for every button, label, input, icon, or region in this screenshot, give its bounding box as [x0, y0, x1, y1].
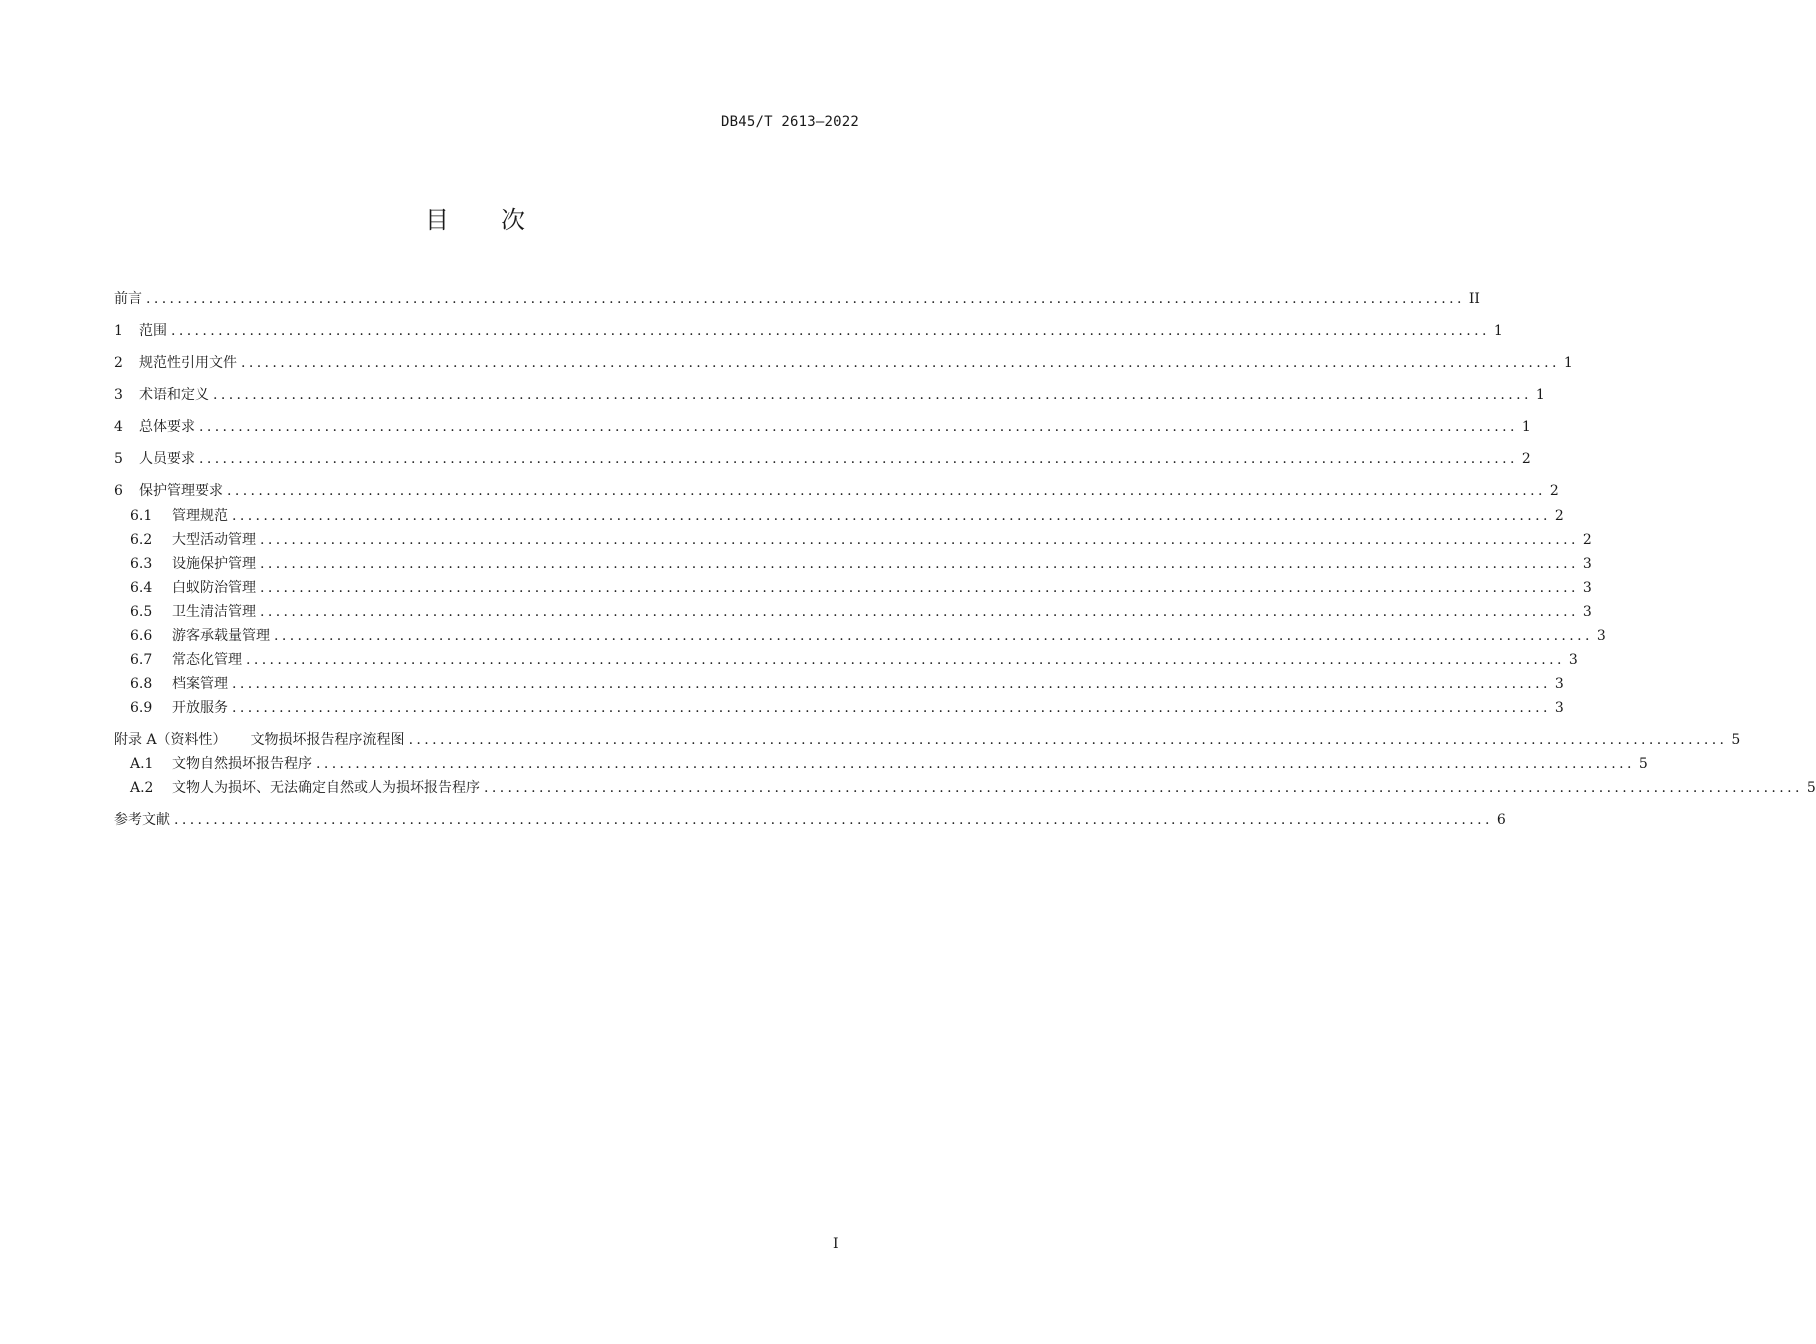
toc-leader-dots: ........................................................................................................................................................................	[316, 756, 1635, 772]
toc-entry-1[interactable]	[114, 321, 1503, 341]
toc-leader-dots: ........................................................................................................................................................................	[213, 387, 1532, 403]
toc-entry-number: 6	[114, 483, 123, 499]
toc-entry-number: 6.2	[130, 532, 153, 548]
toc-leader-dots: ........................................................................................................................................................................	[232, 676, 1551, 692]
toc-leader-dots: ........................................................................................................................................................................	[260, 556, 1579, 572]
toc-entry-6-2[interactable]	[114, 530, 1592, 550]
toc-entry-label: 文物自然损坏报告程序	[172, 756, 312, 772]
toc-entry-number: 6.5	[130, 604, 153, 620]
toc-leader-dots: ........................................................................................................................................................................	[260, 532, 1579, 548]
toc-entry-number: A.1	[130, 756, 154, 772]
toc-entry-6-3[interactable]	[114, 554, 1592, 574]
page-number: I	[833, 1236, 839, 1252]
toc-entry-number: 6.7	[130, 652, 153, 668]
toc-entry-3[interactable]	[114, 385, 1545, 405]
toc-entry-page: 3	[1554, 676, 1564, 692]
toc-entry-label: 总体要求	[139, 419, 195, 435]
toc-entry-page: 5	[1638, 756, 1648, 772]
toc-entry-label: 规范性引用文件	[139, 355, 237, 371]
toc-entry-page: 2	[1549, 483, 1559, 499]
toc-entry-label: 档案管理	[172, 676, 228, 692]
toc-entry-6-4[interactable]	[114, 578, 1592, 598]
toc-leader-dots: ........................................................................................................................................................................	[199, 451, 1518, 467]
toc-entry-number: 5	[114, 451, 123, 467]
toc-leader-dots: ........................................................................................................................................................................	[227, 483, 1546, 499]
toc-entry-label: 参考文献	[114, 812, 170, 828]
standard-code: DB45/T 2613—2022	[720, 114, 859, 130]
toc-entry-label: 保护管理要求	[139, 483, 223, 499]
toc-entry-annex-a[interactable]	[114, 730, 1741, 750]
toc-entry-label: 范围	[139, 323, 167, 339]
toc-entry-page: 3	[1582, 580, 1592, 596]
toc-leader-dots: ........................................................................................................................................................................	[241, 355, 1560, 371]
toc-entry-4[interactable]	[114, 417, 1531, 437]
toc-entry-page: 5	[1806, 780, 1816, 796]
toc-entry-6-9[interactable]	[114, 698, 1564, 718]
toc-entry-page: 3	[1554, 700, 1564, 716]
toc-leader-dots: ........................................................................................................................................................................	[232, 508, 1551, 524]
toc-entry-label: 白蚁防治管理	[172, 580, 256, 596]
toc-entry-page: 3	[1596, 628, 1606, 644]
toc-entry-bibliography[interactable]	[114, 810, 1506, 830]
toc-entry-label: 游客承载量管理	[172, 628, 270, 644]
toc-entry-label: 前言	[114, 291, 142, 307]
toc-leader-dots: ........................................................................................................................................................................	[232, 700, 1551, 716]
toc-entry-number: A.2	[130, 780, 154, 796]
toc-leader-dots: ........................................................................................................................................................................	[199, 419, 1518, 435]
toc-entry-number: 6.6	[130, 628, 153, 644]
toc-entry-page: II	[1468, 291, 1480, 307]
toc-entry-a-2[interactable]	[114, 778, 1816, 798]
toc-entry-6-7[interactable]	[114, 650, 1578, 670]
toc-entry-page: 1	[1535, 387, 1545, 403]
toc-entry-page: 6	[1496, 812, 1506, 828]
toc-leader-dots: ........................................................................................................................................................................	[174, 812, 1493, 828]
toc-entry-6-8[interactable]	[114, 674, 1564, 694]
toc-leader-dots: ........................................................................................................................................................................	[484, 780, 1803, 796]
toc-entry-number: 6.8	[130, 676, 153, 692]
toc-entry-page: 2	[1582, 532, 1592, 548]
toc-entry-2[interactable]	[114, 353, 1573, 373]
toc-leader-dots: ........................................................................................................................................................................	[146, 291, 1465, 307]
page-title	[0, 200, 950, 235]
toc-entry-label: 文物损坏报告程序流程图	[250, 732, 405, 748]
toc-entry-page: 3	[1582, 604, 1592, 620]
toc-entry-6-5[interactable]	[114, 602, 1592, 622]
toc-entry-number: 4	[114, 419, 123, 435]
toc-entry-label: 文物人为损坏、无法确定自然或人为损坏报告程序	[172, 780, 480, 796]
toc-entry-page: 2	[1554, 508, 1564, 524]
toc-entry-5[interactable]	[114, 449, 1531, 469]
toc-entry-foreword[interactable]	[114, 289, 1480, 309]
toc-entry-number: 6.4	[130, 580, 153, 596]
toc-entry-page: 1	[1493, 323, 1503, 339]
toc-entry-6-6[interactable]	[114, 626, 1606, 646]
toc-leader-dots: ........................................................................................................................................................................	[408, 732, 1728, 748]
toc-entry-page: 1	[1521, 419, 1531, 435]
toc-entry-page: 3	[1582, 556, 1592, 572]
toc-leader-dots: ........................................................................................................................................................................	[274, 628, 1593, 644]
toc-entry-6[interactable]	[114, 481, 1559, 501]
toc-entry-label: 术语和定义	[139, 387, 209, 403]
toc-entry-number: 6.1	[130, 508, 153, 524]
toc-entry-label: 管理规范	[172, 508, 228, 524]
toc-entry-number: 1	[114, 323, 123, 339]
toc-leader-dots: ........................................................................................................................................................................	[260, 580, 1579, 596]
toc-entry-number: 6.9	[130, 700, 153, 716]
toc-entry-number: 附录 A（资料性）	[114, 732, 227, 748]
toc-leader-dots: ........................................................................................................................................................................	[171, 323, 1490, 339]
toc-entry-page: 5	[1731, 732, 1741, 748]
toc-leader-dots: ........................................................................................................................................................................	[246, 652, 1565, 668]
toc-entry-number: 6.3	[130, 556, 153, 572]
toc-entry-page: 1	[1563, 355, 1573, 371]
toc-entry-page: 3	[1568, 652, 1578, 668]
toc-entry-label: 开放服务	[172, 700, 228, 716]
toc-entry-label: 设施保护管理	[172, 556, 256, 572]
toc-entry-label: 人员要求	[139, 451, 195, 467]
toc-leader-dots: ........................................................................................................................................................................	[260, 604, 1579, 620]
toc-entry-number: 2	[114, 355, 123, 371]
title-char-1: 目	[425, 206, 449, 234]
toc-entry-6-1[interactable]	[114, 506, 1564, 526]
toc-entry-label: 卫生清洁管理	[172, 604, 256, 620]
title-char-2: 次	[501, 206, 525, 234]
toc-entry-page: 2	[1521, 451, 1531, 467]
toc-entry-a-1[interactable]	[114, 754, 1648, 774]
toc-entry-label: 常态化管理	[172, 652, 242, 668]
toc-entry-number: 3	[114, 387, 123, 403]
toc-entry-label: 大型活动管理	[172, 532, 256, 548]
